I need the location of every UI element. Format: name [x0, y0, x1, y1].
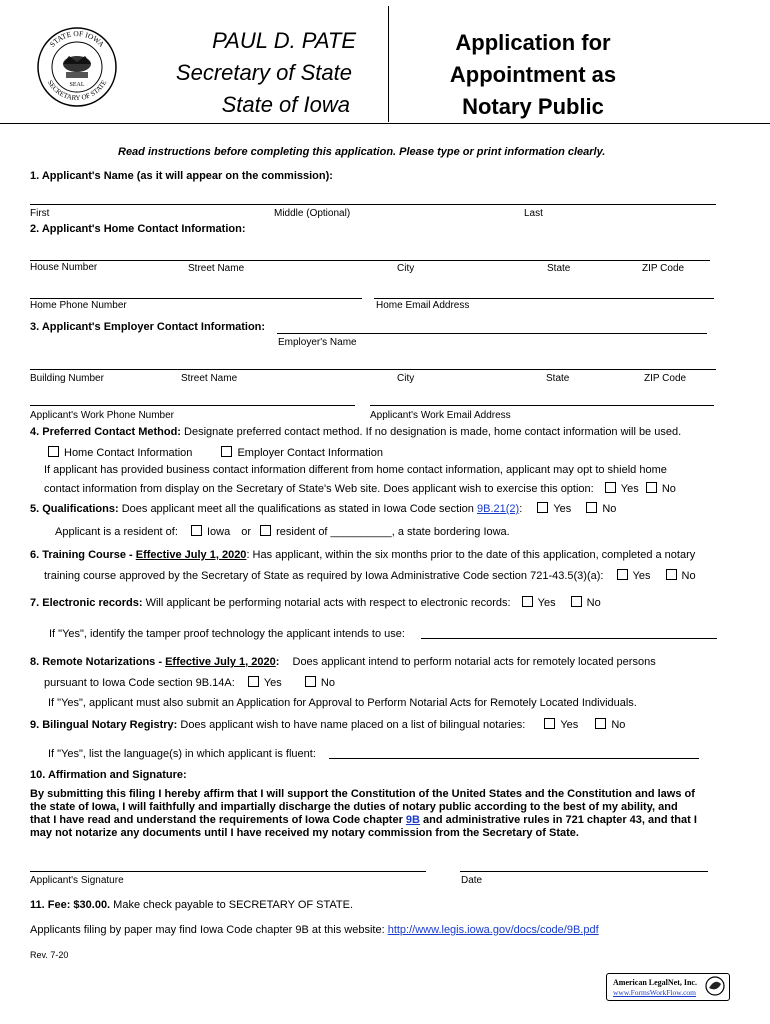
code-9b21-link[interactable]: 9B.21(2): [476, 503, 520, 515]
form-title-line1: Application for: [455, 30, 611, 55]
secretary-name: PAUL D. PATE: [212, 28, 356, 53]
website-row: [30, 924, 599, 936]
qualifications-yes-label: Yes: [553, 503, 572, 515]
q4-shield-line1: If applicant has provided business contact information different from home contact information, applicant may opt to shield home: [44, 464, 667, 476]
home-phone-line[interactable]: [30, 298, 362, 299]
q6-label: 6. Training Course -: [30, 549, 136, 561]
q6-effective: Effective July 1, 2020: [135, 549, 247, 561]
remote-yes-checkbox[interactable]: [248, 676, 259, 687]
qualifications-no-checkbox[interactable]: [586, 502, 597, 513]
affirmation-text: [30, 788, 720, 840]
q4-shield-line2: [44, 482, 676, 495]
work-phone-caption: Applicant's Work Phone Number: [30, 410, 175, 421]
work-zip-caption: ZIP Code: [644, 373, 687, 384]
q6-row2: [44, 569, 696, 582]
signature-caption: Applicant's Signature: [30, 875, 124, 886]
q7-label: 7. Electronic records:: [30, 597, 143, 609]
svg-text:SECRETARY OF STATE: SECRETARY OF STATE: [45, 78, 109, 103]
q8-colon: :: [275, 656, 280, 668]
q4-text: Designate preferred contact method. If no designation is made, home contact information will be used.: [184, 426, 682, 438]
resident-iowa-label: Iowa: [206, 526, 231, 538]
q5-resident-row: [55, 525, 510, 538]
svg-text:SEAL: SEAL: [69, 82, 85, 88]
q5-label: 5. Qualifications:: [30, 503, 119, 515]
electronic-yes-label: Yes: [537, 597, 556, 609]
remote-no-checkbox[interactable]: [305, 676, 316, 687]
last-name-caption: Last: [524, 208, 543, 219]
q9-row: [30, 718, 625, 731]
training-no-label: No: [681, 570, 696, 582]
home-email-caption: Home Email Address: [376, 300, 470, 311]
q8-effective: Effective July 1, 2020: [165, 656, 276, 668]
q5-text: Does applicant meet all the qualifications as stated in Iowa Code section: [121, 503, 474, 515]
affirmation-line3b: and administrative rules in 721 chapter 43, and that I: [419, 814, 697, 826]
signature-line[interactable]: [30, 871, 426, 872]
q1-label: 1. Applicant's Name (as it will appear on the commission):: [30, 170, 333, 182]
code-9b-link[interactable]: 9B: [405, 814, 420, 826]
q8-label: 8. Remote Notarizations -: [30, 656, 166, 668]
employer-name-caption: Employer's Name: [278, 337, 357, 348]
q4-options: [48, 446, 383, 459]
affirmation-line1: By submitting this filing I hereby affirm that I will support the Constitution of the United States and the Constitution and laws of: [30, 788, 695, 800]
q9-followup: If "Yes", list the language(s) in which applicant is fluent:: [48, 748, 316, 760]
bilingual-yes-label: Yes: [560, 719, 579, 731]
training-yes-checkbox[interactable]: [617, 569, 628, 580]
q4-label: 4. Preferred Contact Method:: [30, 426, 181, 438]
q8-text: Does applicant intend to perform notarial acts for remotely located persons: [292, 656, 656, 668]
svg-text:STATE OF IOWA: STATE OF IOWA: [47, 28, 107, 49]
q4-shield-text: contact information from display on the Secretary of State's Web site. Does applicant wish to exercise this option:: [44, 483, 594, 495]
brand-name: American LegalNet, Inc.: [613, 978, 697, 987]
form-title-line3: Notary Public: [462, 94, 604, 119]
middle-name-caption: Middle (Optional): [274, 208, 351, 219]
affirmation-line3: [30, 814, 720, 827]
city-caption: City: [397, 263, 415, 274]
q3-label: 3. Applicant's Employer Contact Information:: [30, 321, 266, 333]
resident-or: or: [241, 526, 252, 538]
state-name: State of Iowa: [221, 92, 350, 117]
q2-label: 2. Applicant's Home Contact Information:: [30, 223, 246, 235]
q5-row: [30, 502, 616, 515]
house-number-caption: House Number: [30, 262, 98, 273]
work-street-caption: Street Name: [181, 373, 238, 384]
header-rule: [0, 123, 770, 124]
work-state-caption: State: [546, 373, 570, 384]
state-caption: State: [547, 263, 571, 274]
seal-icon: [36, 26, 118, 108]
q5-colon: :: [519, 503, 523, 515]
training-yes-label: Yes: [632, 570, 651, 582]
website-text: Applicants filing by paper may find Iowa Code chapter 9B at this website:: [30, 924, 388, 936]
date-line[interactable]: [460, 871, 708, 872]
q4-row: [30, 426, 681, 438]
work-city-caption: City: [397, 373, 415, 384]
brand-logo-icon: [705, 976, 725, 996]
q6-text: : Has applicant, within the six months prior to the date of this application, completed a notary: [246, 549, 696, 561]
remote-no-label: No: [320, 677, 335, 689]
q7-row: [30, 596, 601, 609]
state-seal: [36, 26, 118, 108]
employer-contact-label: Employer Contact Information: [237, 447, 383, 459]
affirmation-line4: may not notarize any documents until I have received my notary commission from the Secretary of State.: [30, 827, 579, 839]
bilingual-no-checkbox[interactable]: [595, 718, 606, 729]
form-title-line2: Appointment as: [449, 62, 617, 87]
resident-label: Applicant is a resident of:: [55, 526, 178, 538]
electronic-no-label: No: [586, 597, 601, 609]
home-phone-caption: Home Phone Number: [30, 300, 127, 311]
zip-caption: ZIP Code: [642, 263, 685, 274]
q11-text: Make check payable to SECRETARY OF STATE.: [110, 899, 354, 911]
work-email-caption: Applicant's Work Email Address: [370, 410, 511, 421]
resident-iowa-checkbox[interactable]: [191, 525, 202, 536]
affirmation-line2: the state of Iowa, I will faithfully and impartially discharge the duties of notary public according to the best of my ability, and: [30, 801, 678, 813]
q8-text2: pursuant to Iowa Code section 9B.14A:: [44, 677, 235, 689]
revision-label: Rev. 7-20: [30, 950, 69, 960]
employer-contact-checkbox[interactable]: [221, 446, 232, 457]
languages-line[interactable]: [329, 758, 699, 759]
remote-yes-label: Yes: [263, 677, 282, 689]
q8-row2: [44, 676, 335, 689]
q11-label: 11. Fee: $30.00.: [30, 899, 111, 911]
first-name-caption: First: [30, 208, 50, 219]
date-caption: Date: [461, 875, 483, 886]
work-email-line[interactable]: [370, 405, 714, 406]
resident-bordering-label: resident of __________, a state bordering Iowa.: [276, 526, 510, 538]
header-divider: [388, 6, 389, 122]
training-no-checkbox[interactable]: [666, 569, 677, 580]
iowa-code-9b-link[interactable]: http://www.legis.iowa.gov/docs/code/9B.pdf: [387, 924, 599, 936]
q7-text: Will applicant be performing notarial acts with respect to electronic records:: [145, 597, 511, 609]
q9-text: Does applicant wish to have name placed on a list of bilingual notaries:: [180, 719, 526, 731]
q9-label: 9. Bilingual Notary Registry:: [30, 719, 178, 731]
tamper-proof-line[interactable]: [421, 638, 717, 639]
q8-row: [30, 656, 656, 668]
instructions: Read instructions before completing this application. Please type or print information clearly.: [118, 146, 606, 158]
street-name-caption: Street Name: [188, 263, 245, 274]
q8-followup: If "Yes", applicant must also submit an Application for Approval to Perform Notarial Acts for Remotely Located Individuals.: [48, 697, 637, 709]
qualifications-no-label: No: [602, 503, 617, 515]
shield-no-label: No: [661, 483, 676, 495]
work-phone-line[interactable]: [30, 405, 355, 406]
home-contact-label: Home Contact Information: [64, 447, 193, 459]
name-field-line[interactable]: [30, 204, 716, 205]
electronic-yes-checkbox[interactable]: [522, 596, 533, 607]
home-contact-checkbox[interactable]: [48, 446, 59, 457]
q6-text2: training course approved by the Secretary of State as required by Iowa Administrative Code section 721-43.5(3)(a):: [44, 570, 604, 582]
qualifications-yes-checkbox[interactable]: [537, 502, 548, 513]
home-email-line[interactable]: [374, 298, 714, 299]
q11-row: [30, 899, 353, 911]
work-address-line[interactable]: [30, 369, 716, 370]
home-address-line[interactable]: [30, 260, 710, 261]
bilingual-yes-checkbox[interactable]: [544, 718, 555, 729]
shield-yes-checkbox[interactable]: [605, 482, 616, 493]
q6-row: [30, 549, 695, 561]
building-number-caption: Building Number: [30, 373, 104, 384]
secretary-office: Secretary of State: [175, 60, 352, 85]
affirmation-line3a: that I have read and understand the requirements of Iowa Code chapter: [30, 814, 406, 826]
q7-followup: If "Yes", identify the tamper proof technology the applicant intends to use:: [49, 628, 405, 640]
shield-yes-label: Yes: [620, 483, 639, 495]
resident-bordering-checkbox[interactable]: [260, 525, 271, 536]
electronic-no-checkbox[interactable]: [571, 596, 582, 607]
q10-label: 10. Affirmation and Signature:: [30, 769, 187, 781]
employer-name-line[interactable]: [277, 333, 707, 334]
brand-box: [606, 973, 730, 1001]
bilingual-no-label: No: [611, 719, 626, 731]
brand-url[interactable]: www.FormsWorkFlow.com: [613, 988, 697, 997]
shield-no-checkbox[interactable]: [646, 482, 657, 493]
